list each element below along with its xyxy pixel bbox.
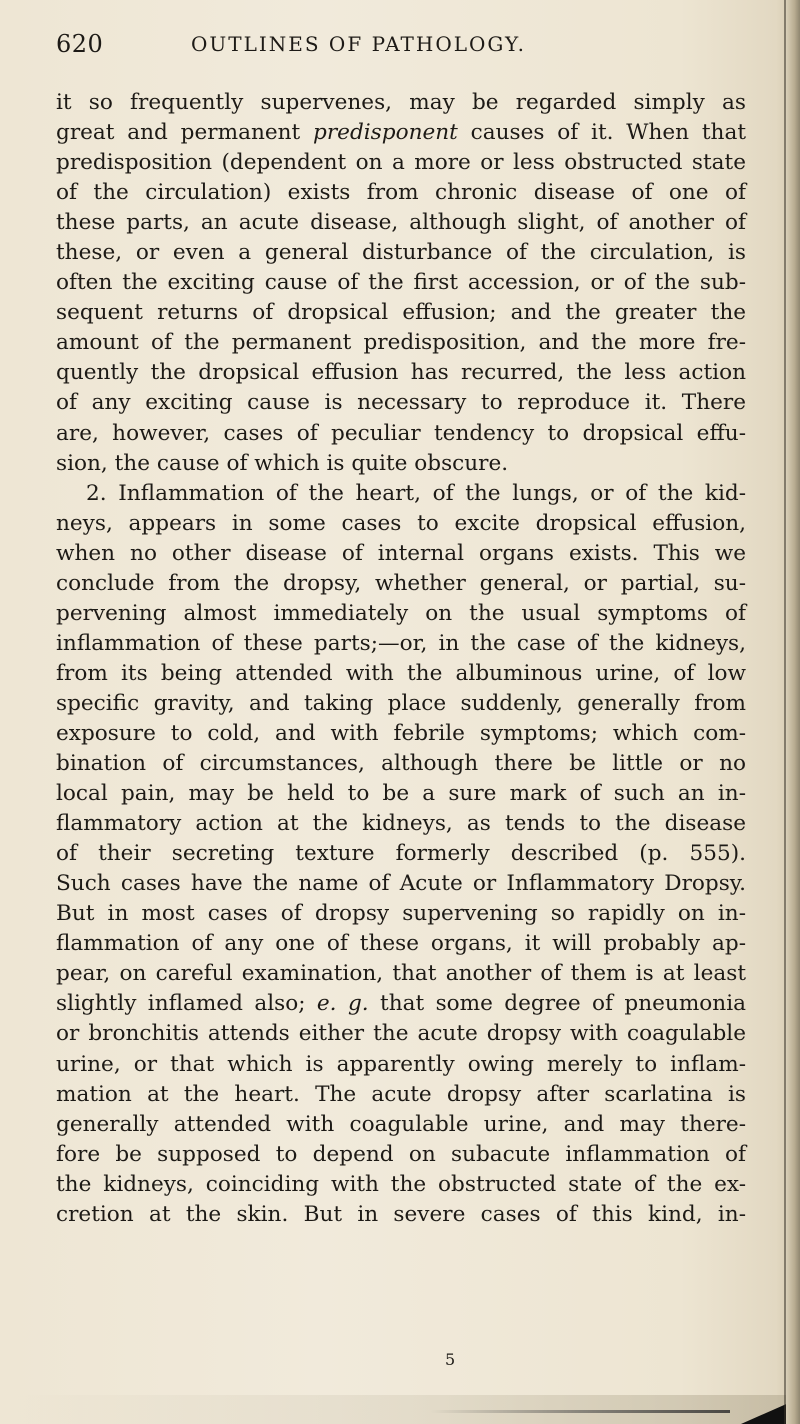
page-edge xyxy=(786,0,800,1424)
text-line: neys, appears in some cases to excite dropsical effusion, xyxy=(56,510,746,536)
signature-mark: 5 xyxy=(445,1350,456,1369)
page-number: 620 xyxy=(56,30,104,58)
running-head: OUTLINES OF PATHOLOGY. xyxy=(191,32,526,56)
text-line: it so frequently supervenes, may be regarded simply as xyxy=(56,90,746,115)
text-line: local pain, may be held to be a sure mark of such an in- xyxy=(56,781,746,807)
text-line: from its being attended with the albuminous urine, of low xyxy=(56,660,746,686)
text-line: fore be supposed to depend on subacute inflammation of xyxy=(56,1141,746,1167)
text-line: exposure to cold, and with febrile symptoms; which com- xyxy=(56,720,746,746)
text-line: often the exciting cause of the first accession, or of the sub- xyxy=(56,270,746,296)
text-line: conclude from the dropsy, whether general, or partial, su- xyxy=(56,570,746,596)
text-line: generally attended with coagulable urine, and may there- xyxy=(56,1111,746,1137)
text-line: Such cases have the name of Acute or Inflammatory Dropsy. xyxy=(56,871,746,897)
text-line: 2. Inflammation of the heart, of the lungs, or of the kid- xyxy=(86,480,746,506)
text-line: are, however, cases of peculiar tendency to dropsical effu- xyxy=(56,420,746,446)
text-line: these, or even a general disturbance of the circulation, is xyxy=(56,240,746,266)
text-line: quently the dropsical effusion has recurred, the less action xyxy=(56,360,746,386)
text-line: of their secreting texture formerly described (p. 555). xyxy=(56,841,746,867)
body-text xyxy=(56,88,746,1230)
text-line: or bronchitis attends either the acute dropsy with coagulable xyxy=(56,1021,746,1047)
text-line: cretion at the skin. But in severe cases of this kind, in- xyxy=(56,1201,746,1227)
text-line: these parts, an acute disease, although slight, of another of xyxy=(56,210,746,236)
text-line: flammation of any one of these organs, it will probably ap- xyxy=(56,931,746,957)
text-line: when no other disease of internal organs exists. This we xyxy=(56,540,746,566)
text-line: inflammation of these parts;—or, in the case of the kidneys, xyxy=(56,630,746,656)
text-line: slightly inflamed also; e. g. that some degree of pneumonia xyxy=(56,991,746,1017)
text-line: flammatory action at the kidneys, as tends to the disease xyxy=(56,811,746,837)
text-line: But in most cases of dropsy supervening so rapidly on in- xyxy=(56,901,746,927)
text-line: specific gravity, and taking place suddenly, generally from xyxy=(56,690,746,716)
text-line: pervening almost immediately on the usual symptoms of xyxy=(56,600,746,626)
text-line: mation at the heart. The acute dropsy after scarlatina is xyxy=(56,1081,746,1107)
text-line: of any exciting cause is necessary to reproduce it. There xyxy=(56,390,746,416)
text-line: bination of circumstances, although there be little or no xyxy=(56,751,746,777)
text-line: urine, or that which is apparently owing merely to inflam- xyxy=(56,1051,746,1077)
text-line: of the circulation) exists from chronic disease of one of xyxy=(56,180,746,206)
scan-streak xyxy=(430,1410,730,1413)
text-line: sion, the cause of which is quite obscure. xyxy=(56,450,509,476)
text-line: predisposition (dependent on a more or less obstructed state xyxy=(56,150,746,176)
text-line: great and permanent predisponent causes of it. When that xyxy=(56,120,747,146)
text-line: pear, on careful examination, that another of them is at least xyxy=(56,961,746,987)
page-header xyxy=(56,30,736,64)
text-line: sequent returns of dropsical effusion; and the greater the xyxy=(56,300,746,326)
text-line: the kidneys, coinciding with the obstructed state of the ex- xyxy=(56,1171,746,1197)
text-line: amount of the permanent predisposition, and the more fre- xyxy=(56,330,746,356)
